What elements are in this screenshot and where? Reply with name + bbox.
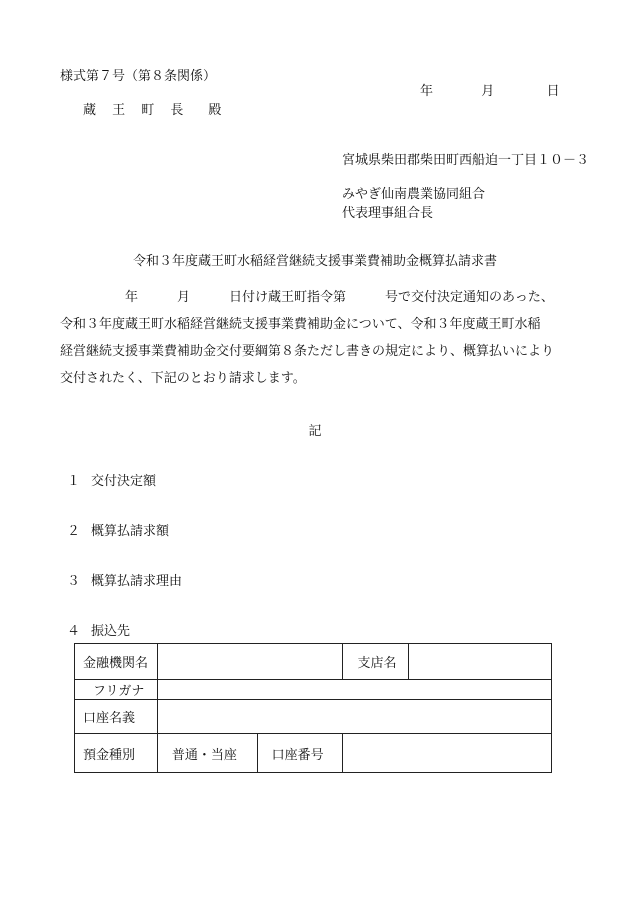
deposit-type-value[interactable]: 普通・当座	[157, 734, 257, 773]
body-text	[60, 291, 580, 399]
record-label: 記	[308, 424, 322, 439]
branch-label: 支店名	[343, 644, 409, 680]
account-number-field[interactable]	[343, 734, 552, 773]
table-row	[75, 700, 552, 734]
item-label: 概算払請求額	[91, 524, 170, 539]
account-number-label: 口座番号	[257, 734, 343, 773]
item-request-amount	[67, 520, 169, 539]
item-label: 交付決定額	[91, 474, 157, 489]
body-line: 令和３年度蔵王町水稲経営継続支援事業費補助金について、令和３年度蔵王町水稲	[60, 317, 541, 332]
furigana-label: フリガナ	[75, 680, 158, 700]
branch-field[interactable]	[409, 644, 552, 680]
table-row	[75, 644, 552, 680]
furigana-field[interactable]	[157, 680, 551, 700]
item-transfer-destination	[67, 620, 130, 639]
item-label: 振込先	[91, 624, 131, 639]
date-year-label: 年	[420, 84, 434, 99]
body-line: 経営継続支援事業費補助金交付要綱第８条ただし書きの規定により、概算払いにより	[60, 344, 555, 359]
document-title: 令和３年度蔵王町水稲経営継続支援事業費補助金概算払請求書	[132, 254, 497, 269]
account-name-field[interactable]	[157, 700, 551, 734]
body-line: 年 月 日付け蔵王町指令第 号で交付決定通知のあった、	[60, 290, 554, 305]
item-number: ３	[67, 574, 81, 589]
sender-title: 代表理事組合長	[342, 206, 434, 221]
item-label: 概算払請求理由	[91, 574, 183, 589]
item-request-reason	[67, 570, 182, 589]
sender-address: 宮城県柴田郡柴田町西船迫一丁目１０－３	[342, 153, 590, 168]
institution-label: 金融機関名	[75, 644, 158, 680]
date-month-label: 月	[481, 84, 495, 99]
addressee: 蔵 王 町 長 殿	[83, 103, 228, 118]
account-name-label: 口座名義	[75, 700, 158, 734]
item-number: ４	[67, 624, 81, 639]
item-number: １	[67, 474, 81, 489]
item-grant-amount	[67, 470, 156, 489]
date-line	[420, 80, 560, 99]
bank-account-table	[74, 643, 552, 773]
table-row	[75, 680, 552, 700]
body-line: 交付されたく、下記のとおり請求します。	[60, 371, 306, 386]
date-day-label: 日	[546, 84, 560, 99]
table-row	[75, 734, 552, 773]
item-number: ２	[67, 524, 81, 539]
form-number: 様式第７号（第８条関係）	[60, 69, 217, 84]
sender-organization: みやぎ仙南農業協同組合	[342, 187, 486, 202]
institution-field[interactable]	[157, 644, 343, 680]
deposit-type-label: 預金種別	[75, 734, 158, 773]
